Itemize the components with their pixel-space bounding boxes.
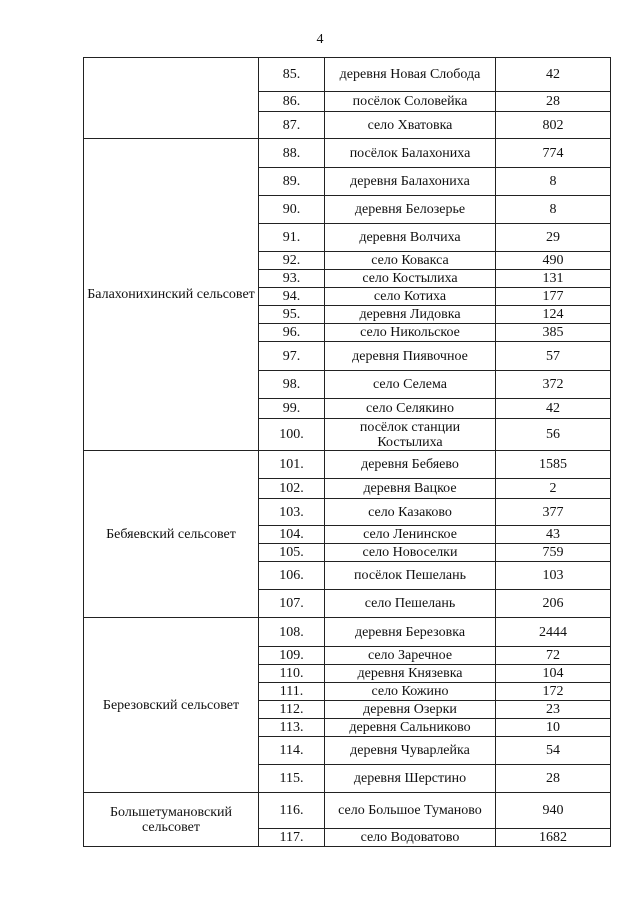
row-number-cell: 117.: [259, 829, 325, 847]
row-number-cell: 90.: [259, 196, 325, 224]
population-cell: 2444: [496, 618, 611, 647]
settlement-name-cell: деревня Лидовка: [325, 306, 496, 324]
row-number-cell: 105.: [259, 544, 325, 562]
row-number-cell: 102.: [259, 479, 325, 499]
population-cell: 940: [496, 793, 611, 829]
settlement-name-cell: деревня Белозерье: [325, 196, 496, 224]
settlement-name-cell: посёлок Соловейка: [325, 92, 496, 112]
row-number-cell: 93.: [259, 270, 325, 288]
settlement-name-cell: посёлок Балахониха: [325, 139, 496, 168]
population-cell: 172: [496, 683, 611, 701]
row-number-cell: 101.: [259, 451, 325, 479]
settlements-table: [83, 57, 611, 847]
row-number-cell: 88.: [259, 139, 325, 168]
row-number-cell: 87.: [259, 112, 325, 139]
population-cell: 2: [496, 479, 611, 499]
row-number-cell: 85.: [259, 58, 325, 92]
population-cell: 29: [496, 224, 611, 252]
population-cell: 177: [496, 288, 611, 306]
row-number-cell: 89.: [259, 168, 325, 196]
row-number-cell: 91.: [259, 224, 325, 252]
settlement-name-cell: посёлок Пешелань: [325, 562, 496, 590]
settlement-name-cell: село Большое Туманово: [325, 793, 496, 829]
settlement-name-cell: село Пешелань: [325, 590, 496, 618]
row-number-cell: 104.: [259, 526, 325, 544]
table-row: [84, 793, 611, 829]
settlement-name-cell: деревня Озерки: [325, 701, 496, 719]
population-cell: 490: [496, 252, 611, 270]
settlement-name-cell: село Костылиха: [325, 270, 496, 288]
table-row: [84, 451, 611, 479]
council-cell: Балахонихинский сельсовет: [84, 139, 259, 451]
settlement-name-cell: деревня Сальниково: [325, 719, 496, 737]
row-number-cell: 116.: [259, 793, 325, 829]
population-cell: 206: [496, 590, 611, 618]
settlement-name-cell: село Никольское: [325, 324, 496, 342]
settlement-name-cell: село Селема: [325, 371, 496, 399]
settlement-name-cell: деревня Князевка: [325, 665, 496, 683]
settlement-name-cell: село Заречное: [325, 647, 496, 665]
table-row: [84, 139, 611, 168]
row-number-cell: 95.: [259, 306, 325, 324]
settlement-name-cell: деревня Новая Слобода: [325, 58, 496, 92]
population-cell: 10: [496, 719, 611, 737]
row-number-cell: 86.: [259, 92, 325, 112]
population-cell: 759: [496, 544, 611, 562]
settlement-name-cell: село Ковакса: [325, 252, 496, 270]
page-number: 4: [316, 32, 324, 47]
population-cell: 385: [496, 324, 611, 342]
settlement-name-cell: посёлок станции Костылиха: [325, 419, 496, 451]
population-cell: 124: [496, 306, 611, 324]
settlement-name-cell: деревня Бебяево: [325, 451, 496, 479]
settlement-name-cell: деревня Пиявочное: [325, 342, 496, 371]
council-cell: Березовский сельсовет: [84, 618, 259, 793]
population-cell: 131: [496, 270, 611, 288]
row-number-cell: 94.: [259, 288, 325, 306]
row-number-cell: 99.: [259, 399, 325, 419]
row-number-cell: 110.: [259, 665, 325, 683]
row-number-cell: 106.: [259, 562, 325, 590]
row-number-cell: 107.: [259, 590, 325, 618]
settlement-name-cell: деревня Березовка: [325, 618, 496, 647]
row-number-cell: 96.: [259, 324, 325, 342]
settlement-name-cell: село Котиха: [325, 288, 496, 306]
population-cell: 43: [496, 526, 611, 544]
table-row: [84, 58, 611, 92]
council-cell: Большетумановский сельсовет: [84, 793, 259, 847]
row-number-cell: 114.: [259, 737, 325, 765]
row-number-cell: 109.: [259, 647, 325, 665]
row-number-cell: 113.: [259, 719, 325, 737]
settlements-table-body: [84, 58, 611, 847]
population-cell: 56: [496, 419, 611, 451]
settlement-name-cell: деревня Волчиха: [325, 224, 496, 252]
row-number-cell: 98.: [259, 371, 325, 399]
population-cell: 28: [496, 765, 611, 793]
row-number-cell: 112.: [259, 701, 325, 719]
settlement-name-cell: деревня Вацкое: [325, 479, 496, 499]
settlement-name-cell: село Водоватово: [325, 829, 496, 847]
settlement-name-cell: село Селякино: [325, 399, 496, 419]
row-number-cell: 92.: [259, 252, 325, 270]
row-number-cell: 108.: [259, 618, 325, 647]
population-cell: 802: [496, 112, 611, 139]
population-cell: 42: [496, 399, 611, 419]
settlement-name-cell: деревня Балахониха: [325, 168, 496, 196]
population-cell: 103: [496, 562, 611, 590]
population-cell: 23: [496, 701, 611, 719]
population-cell: 54: [496, 737, 611, 765]
row-number-cell: 115.: [259, 765, 325, 793]
population-cell: 1585: [496, 451, 611, 479]
population-cell: 1682: [496, 829, 611, 847]
population-cell: 774: [496, 139, 611, 168]
population-cell: 28: [496, 92, 611, 112]
settlement-name-cell: село Хватовка: [325, 112, 496, 139]
population-cell: 72: [496, 647, 611, 665]
settlement-name-cell: село Кожино: [325, 683, 496, 701]
population-cell: 377: [496, 499, 611, 526]
council-cell: [84, 58, 259, 139]
row-number-cell: 111.: [259, 683, 325, 701]
settlement-name-cell: село Ленинское: [325, 526, 496, 544]
population-cell: 372: [496, 371, 611, 399]
population-cell: 104: [496, 665, 611, 683]
settlement-name-cell: деревня Чуварлейка: [325, 737, 496, 765]
settlement-name-cell: село Новоселки: [325, 544, 496, 562]
table-row: [84, 618, 611, 647]
settlement-name-cell: село Казаково: [325, 499, 496, 526]
population-cell: 57: [496, 342, 611, 371]
population-cell: 8: [496, 168, 611, 196]
council-cell: Бебяевский сельсовет: [84, 451, 259, 618]
row-number-cell: 100.: [259, 419, 325, 451]
population-cell: 8: [496, 196, 611, 224]
settlement-name-cell: деревня Шерстино: [325, 765, 496, 793]
row-number-cell: 103.: [259, 499, 325, 526]
row-number-cell: 97.: [259, 342, 325, 371]
population-cell: 42: [496, 58, 611, 92]
